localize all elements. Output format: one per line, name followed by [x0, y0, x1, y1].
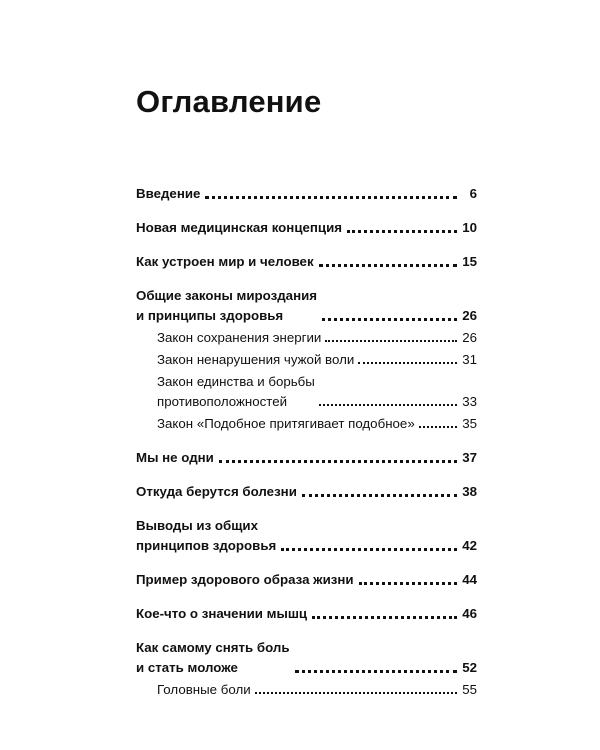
dot-leader	[319, 404, 457, 406]
toc-entry-title-line: Кое-что о значении мышц	[136, 606, 308, 621]
toc-entry-title	[157, 350, 354, 370]
toc-entry-title-line: Закон сохранения энергии	[157, 330, 322, 345]
toc-entry-title-line: Введение	[136, 186, 201, 201]
toc-entry-title	[136, 482, 297, 502]
toc-page-number: 35	[462, 416, 477, 431]
toc-entry	[136, 184, 477, 204]
toc-entry-title-line: принципов здоровья	[136, 538, 277, 553]
toc-entry-title	[136, 218, 342, 238]
dot-leader	[358, 362, 457, 364]
toc-entry	[136, 570, 477, 590]
toc-page-number: 33	[462, 394, 477, 409]
toc-page-number: 46	[462, 606, 477, 621]
dot-leader	[281, 548, 457, 551]
toc-subentry	[136, 372, 477, 412]
toc-entry-title-line: Выводы из общих	[136, 518, 258, 533]
toc-page-number: 44	[462, 572, 477, 587]
toc-entry	[136, 638, 477, 678]
toc-entry-title	[157, 680, 251, 700]
toc-entry	[136, 252, 477, 272]
toc-page-number: 31	[462, 352, 477, 367]
toc-entry-title-line: и принципы здоровья	[136, 308, 284, 323]
toc-entry-title	[157, 328, 321, 348]
toc-entry-title-line: противоположностей	[157, 394, 288, 409]
toc-page-number: 6	[469, 186, 477, 201]
toc-page-number: 26	[462, 330, 477, 345]
toc-entry-title-line: Как самому снять боль	[136, 640, 290, 655]
page-title: Оглавление	[136, 84, 322, 119]
table-of-contents	[136, 184, 477, 700]
toc-page-number: 15	[462, 254, 477, 269]
dot-leader	[295, 670, 457, 673]
toc-page-number: 26	[462, 308, 477, 323]
toc-subentry	[136, 680, 477, 700]
toc-entry-title	[136, 184, 200, 204]
toc-subentry	[136, 328, 477, 348]
toc-page-number: 52	[462, 660, 477, 675]
dot-leader	[359, 582, 457, 585]
toc-entry-title-line: Закон «Подобное притягивает подобное»	[157, 416, 415, 431]
toc-entry-title	[136, 252, 314, 272]
toc-entry-title	[136, 570, 354, 590]
toc-entry	[136, 448, 477, 468]
toc-page-number: 42	[462, 538, 477, 553]
toc-entry	[136, 286, 477, 326]
dot-leader	[347, 230, 457, 233]
toc-entry-title-line: Общие законы мироздания	[136, 288, 318, 303]
toc-subentry	[136, 414, 477, 434]
dot-leader	[319, 264, 457, 267]
dot-leader	[419, 426, 457, 428]
toc-entry	[136, 218, 477, 238]
dot-leader	[312, 616, 457, 619]
toc-entry-title	[136, 604, 307, 624]
dot-leader	[302, 494, 457, 497]
toc-entry	[136, 604, 477, 624]
toc-entry-title	[157, 414, 415, 434]
toc-entry-title-line: Закон ненарушения чужой воли	[157, 352, 355, 367]
dot-leader	[325, 340, 457, 342]
toc-entry-title-line: Мы не одни	[136, 450, 214, 465]
dot-leader	[219, 460, 457, 463]
toc-entry	[136, 482, 477, 502]
toc-entry-title	[136, 286, 317, 326]
toc-entry-title	[136, 638, 290, 678]
toc-page-number: 37	[462, 450, 477, 465]
dot-leader	[255, 692, 457, 694]
toc-page-number: 10	[462, 220, 477, 235]
toc-entry-title-line: Откуда берутся болезни	[136, 484, 297, 499]
toc-subentry	[136, 350, 477, 370]
toc-entry-title	[136, 448, 214, 468]
toc-page-number: 38	[462, 484, 477, 499]
toc-entry-title-line: Новая медицинская концепция	[136, 220, 343, 235]
toc-entry-title	[136, 516, 276, 556]
dot-leader	[205, 196, 457, 199]
toc-entry-title-line: Головные боли	[157, 682, 251, 697]
toc-page-number: 55	[462, 682, 477, 697]
toc-entry-title-line: и стать моложе	[136, 660, 238, 675]
toc-entry-title	[157, 372, 315, 412]
toc-entry-title-line: Как устроен мир и человек	[136, 254, 314, 269]
toc-entry-title-line: Пример здорового образа жизни	[136, 572, 354, 587]
toc-entry-title-line: Закон единства и борьбы	[157, 374, 315, 389]
toc-entry	[136, 516, 477, 556]
dot-leader	[322, 318, 457, 321]
